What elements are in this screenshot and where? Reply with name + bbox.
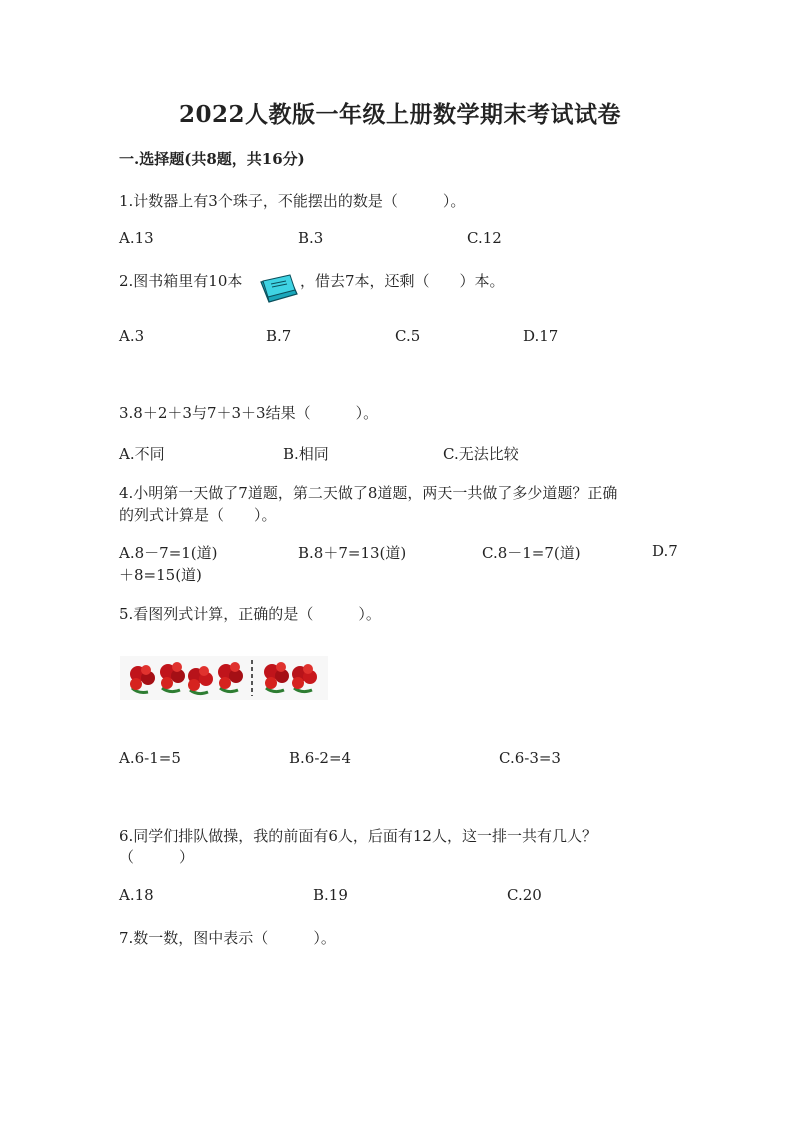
question-5: 5.看图列式计算，正确的是（ ）。 <box>119 605 381 623</box>
rose-bunch-image <box>120 656 328 700</box>
q4-option-d: D.7 <box>652 542 678 560</box>
q4-option-c: C.8－1=7(道) <box>482 544 581 562</box>
q1-option-b: B.3 <box>298 229 324 247</box>
q1-option-a: A.13 <box>119 229 154 247</box>
question-4-line2: 的列式计算是（ ）。 <box>119 506 277 524</box>
q6-option-a: A.18 <box>119 886 154 904</box>
q2-option-d: D.17 <box>523 327 559 345</box>
q2-option-c: C.5 <box>395 327 421 345</box>
q4-option-d-continued: ＋8=15(道) <box>119 566 202 584</box>
q2-option-b: B.7 <box>266 327 292 345</box>
q3-option-b: B.相同 <box>283 445 329 463</box>
q5-option-b: B.6-2=4 <box>289 749 352 767</box>
q4-option-a: A.8－7=1(道) <box>119 544 218 562</box>
question-6-line2: （ ） <box>119 848 195 866</box>
q5-option-c: C.6-3=3 <box>499 749 561 767</box>
page-title: 2022人教版一年级上册数学期末考试试卷 <box>178 101 621 128</box>
question-2-part2: ，借去7本，还剩（ ）本。 <box>300 272 505 290</box>
q5-option-a: A.6-1=5 <box>119 749 181 767</box>
q6-option-b: B.19 <box>313 886 348 904</box>
question-2-part1: 2.图书箱里有10本 <box>119 272 243 290</box>
question-3: 3.8＋2＋3与7＋3＋3结果（ ）。 <box>119 404 379 422</box>
question-7: 7.数一数，图中表示（ ）。 <box>119 929 336 947</box>
section-heading: 一.选择题(共8题，共16分) <box>119 150 305 168</box>
q6-option-c: C.20 <box>507 886 542 904</box>
q4-option-b: B.8＋7=13(道) <box>298 544 407 562</box>
question-1: 1.计数器上有3个珠子，不能摆出的数是（ ）。 <box>119 192 466 210</box>
book-icon <box>259 272 299 304</box>
q2-option-a: A.3 <box>119 327 145 345</box>
question-6-line1: 6.同学们排队做操，我的前面有6人，后面有12人，这一排一共有几人？ <box>119 827 597 845</box>
q3-option-a: A.不同 <box>119 445 165 463</box>
q3-option-c: C.无法比较 <box>443 445 519 463</box>
question-4-line1: 4.小明第一天做了7道题，第二天做了8道题，两天一共做了多少道题？正确 <box>119 484 618 502</box>
q1-option-c: C.12 <box>467 229 502 247</box>
